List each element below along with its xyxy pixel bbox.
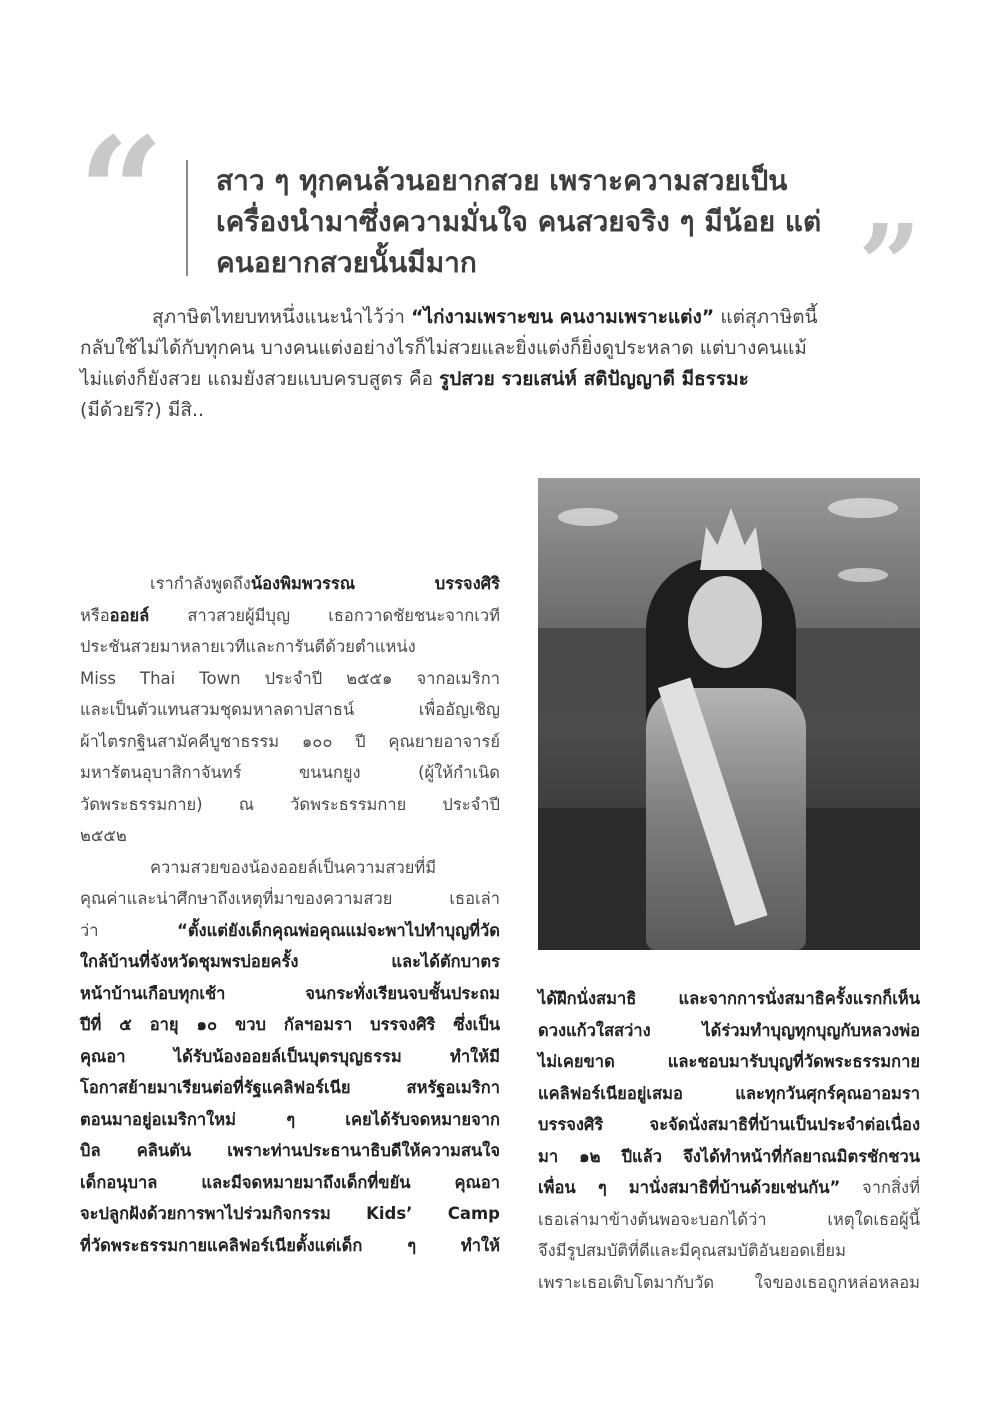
quote-text: หน้าบ้านเกือบทุกเช้า จนกระทั่งเรียนจบชั้นประถม — [80, 983, 500, 1003]
quote-text: เด็กอนุบาล และมีจดหมายมาถึงเด็กที่ขยัน คุณอา — [80, 1172, 500, 1192]
quote-text: มา ๑๒ ปีแล้ว จึงได้ทำหน้าที่กัลยาณมิตรชักชวน — [538, 1146, 920, 1166]
quote-text: ดวงแก้วใสสว่าง ได้ร่วมทำบุญทุกบุญกับหลวงพ่อ — [538, 1020, 920, 1040]
text-line — [80, 1135, 500, 1167]
quote-text: บิล คลินตัน เพราะท่านประธานาธิบดีให้ความสนใจ — [80, 1141, 500, 1160]
text-span: ว่า — [80, 920, 177, 940]
open-quote-mark: “ — [78, 105, 165, 281]
pull-quote-line: คนอยากสวยนั้นมีมาก — [216, 246, 477, 279]
proverb: “ไก่งามเพราะขน คนงามเพราะแต่ง” — [410, 306, 715, 328]
text-span: จากสิ่งที่ — [840, 1178, 920, 1197]
text-line — [80, 600, 500, 632]
text-line: ผ้าไตรกฐินสามัคคีบูชาธรรม ๑๐๐ ปี คุณยายอาจารย์ — [80, 731, 500, 751]
text-line: Miss Thai Town ประจำปี ๒๕๕๑ จากอเมริกา — [80, 668, 500, 688]
text-line — [538, 1015, 920, 1047]
text-line: ประชันสวยมาหลายเวทีและการันตีด้วยตำแหน่ง — [80, 637, 416, 656]
text-line — [80, 1167, 500, 1199]
text-line: เพราะเธอเติบโตมากับวัด ใจของเธอถูกหล่อหลอม — [538, 1272, 920, 1292]
text-line: มหารัตนอุบาสิกาจันทร์ ขนนกยูง (ผู้ให้กำเนิด — [80, 763, 500, 782]
text-line: คุณค่าและน่าศึกษาถึงเหตุที่มาของความสวย เธอเล่า — [80, 889, 500, 908]
quote-text: ตอนมาอยู่อเมริกาใหม่ ๆ เคยได้รับจดหมายจาก — [80, 1109, 500, 1129]
quote-text: คุณอา ได้รับน้องออยล์เป็นบุตรบุญธรรม ทำให้มี — [80, 1046, 500, 1066]
intro-line: (มีด้วยรึ?) มีสิ.. — [80, 399, 205, 421]
text-line: วัดพระธรรมกาย) ณ วัดพระธรรมกาย ประจำปี — [80, 794, 500, 814]
photo-face — [688, 576, 762, 668]
intro-line — [80, 302, 920, 333]
nickname: ออยล์ — [109, 605, 150, 625]
pull-quote-line: สาว ๆ ทุกคนล้วนอยากสวย เพราะความสวยเป็น — [216, 164, 788, 197]
text-line — [80, 1041, 500, 1073]
text-line — [538, 1078, 920, 1110]
quote-text: ใกล้บ้านที่จังหวัดชุมพรบ่อยครั้ง และได้ตักบาตร — [80, 952, 500, 971]
text-line — [538, 983, 920, 1015]
text-line: เธอเล่ามาข้างต้นพอจะบอกได้ว่า เหตุใดเธอผู้นี้ — [538, 1209, 920, 1229]
right-column — [538, 983, 920, 1298]
text-line — [80, 978, 500, 1010]
text-span: เรากำลังพูดถึง — [150, 574, 251, 593]
quote-text: ปีที่ ๕ อายุ ๑๐ ขวบ กัลฯอมรา บรรจงศิริ ซึ่งเป็น — [80, 1015, 500, 1034]
quote-text: จะปลูกฝังด้วยการพาไปร่วมกิจกรรม Kids’ Camp — [80, 1204, 500, 1223]
pull-quote — [216, 160, 852, 283]
text-line — [80, 568, 500, 600]
text-line — [538, 1046, 920, 1078]
virtues-text: รูปสวย รวยเสน่ห์ สติปัญญาดี มีธรรมะ — [439, 368, 749, 390]
quote-divider — [186, 160, 188, 276]
intro-line: กลับใช้ไม่ได้กับทุกคน บางคนแต่งอย่างไรก็ไม่สวยและยิ่งแต่งก็ยิ่งดูประหลาด แต่บางคนแม้ — [80, 337, 807, 359]
left-column — [80, 568, 500, 1261]
quote-text: แคลิฟอร์เนียอยู่เสมอ และทุกวันศุกร์คุณอาอมรา — [538, 1083, 920, 1103]
person-name: น้องพิมพวรรณ บรรจงศิริ — [250, 574, 500, 593]
text-line: และเป็นตัวแทนสวมชุดมหาลดาปสาธน์ เพื่ออัญเชิญ — [80, 700, 500, 719]
text-line — [80, 1198, 500, 1230]
quote-text: “ตั้งแต่ยังเด็กคุณพ่อคุณแม่จะพาไปทำบุญที่วัด — [177, 920, 500, 940]
text-span: สาวสวยผู้มีบุญ เธอกวาดชัยชนะจากเวที — [149, 605, 500, 625]
quote-text: บรรจงศิริ จะจัดนั่งสมาธิที่บ้านเป็นประจำต่อเนื่อง — [538, 1115, 920, 1134]
ceiling-light — [828, 498, 898, 518]
text-line — [80, 1230, 500, 1262]
quote-text: ที่วัดพระธรรมกายแคลิฟอร์เนียตั้งแต่เด็ก ๆ ทำให้ — [80, 1235, 500, 1255]
close-quote-mark: ” — [858, 200, 922, 329]
text-line: ๒๕๕๒ — [80, 826, 127, 845]
text-line — [80, 946, 500, 978]
text-line — [80, 1009, 500, 1041]
text-line — [80, 1104, 500, 1136]
intro-paragraph — [80, 302, 920, 426]
quote-text: เพื่อน ๆ มานั่งสมาธิที่บ้านด้วยเช่นกัน” — [538, 1178, 841, 1197]
ceiling-light — [558, 508, 618, 526]
text-line — [80, 915, 500, 947]
quote-text: ได้ฝึกนั่งสมาธิ และจากการนั่งสมาธิครั้งแรกก็เห็น — [538, 989, 920, 1008]
beauty-queen-photo — [538, 478, 920, 950]
text-line — [80, 1072, 500, 1104]
text-span: หรือ — [80, 605, 110, 625]
text-line — [538, 1109, 920, 1141]
text-line — [538, 1172, 920, 1204]
intro-text: แต่สุภาษิตนี้ — [714, 306, 818, 328]
intro-text: ไม่แต่งก็ยังสวย แถมยังสวยแบบครบสูตร คือ — [80, 368, 440, 390]
text-line: จึงมีรูปสมบัติที่ดีและมีคุณสมบัติอันยอดเยี่ยม — [538, 1241, 846, 1260]
intro-text: สุภาษิตไทยบทหนึ่งแนะนำไว้ว่า — [152, 306, 411, 328]
quote-text: โอกาสย้ายมาเรียนต่อที่รัฐแคลิฟอร์เนีย สหรัฐอเมริกา — [80, 1078, 500, 1097]
quote-text: ไม่เคยขาด และชอบมารับบุญที่วัดพระธรรมกาย — [538, 1052, 920, 1071]
text-line — [538, 1141, 920, 1173]
text-line: ความสวยของน้องออยล์เป็นความสวยที่มี — [150, 857, 437, 877]
pull-quote-line: เครื่องนำมาซึ่งความมั่นใจ คนสวยจริง ๆ มีน้อย แต่ — [216, 205, 822, 238]
ceiling-light — [838, 568, 888, 582]
intro-line — [80, 364, 920, 395]
